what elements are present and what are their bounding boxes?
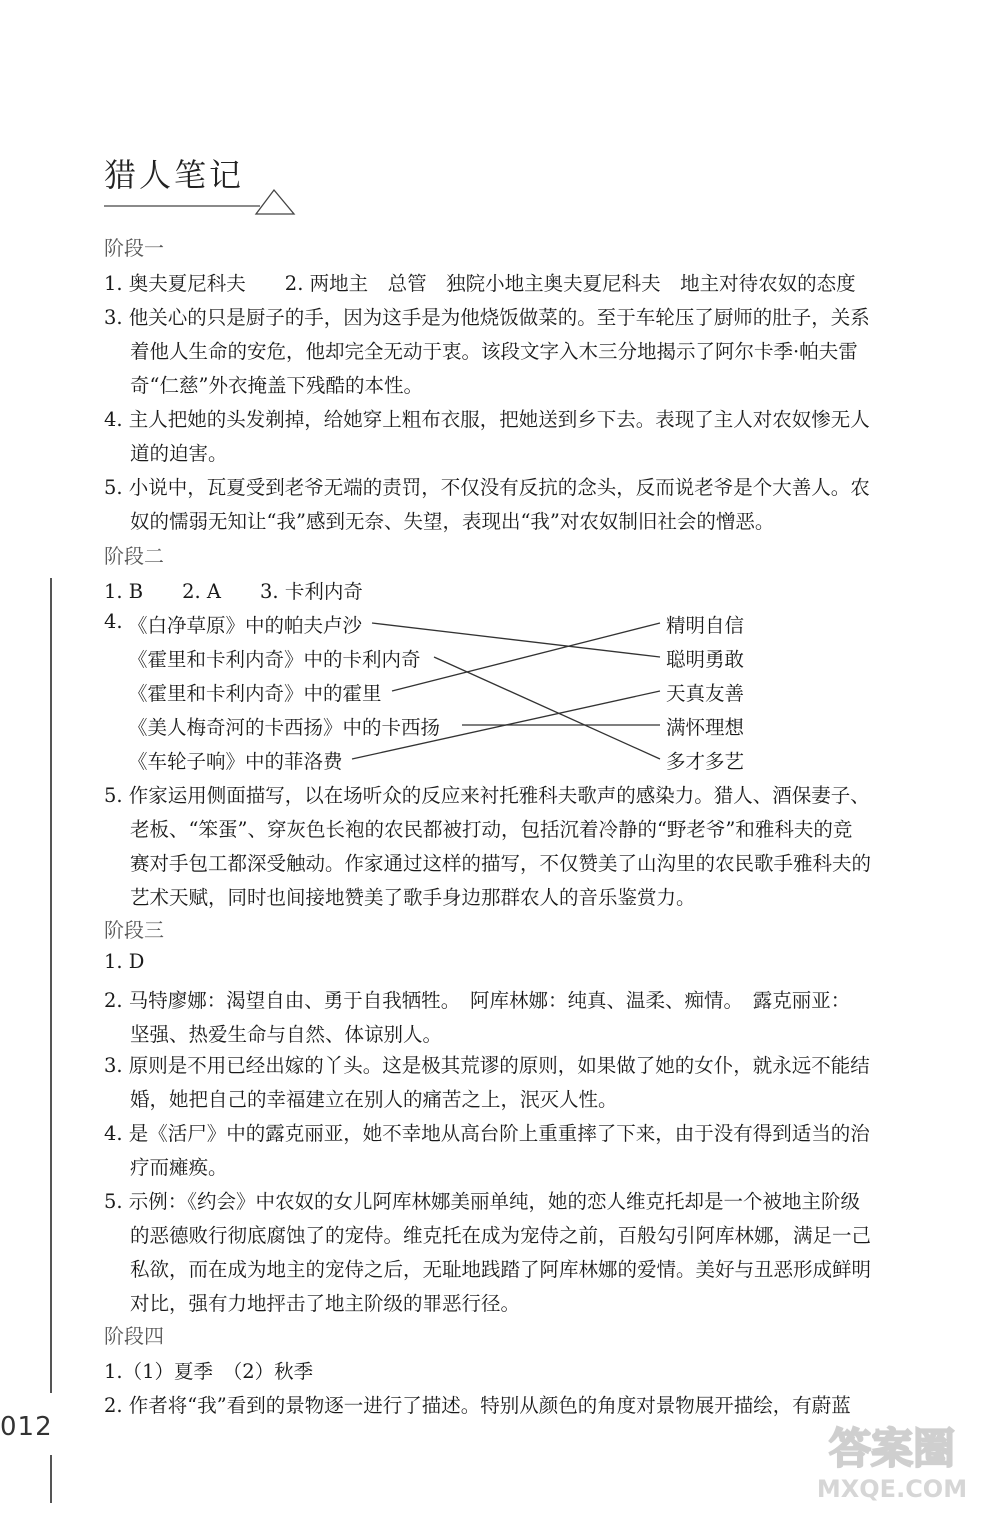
answer-line: 3. 他关心的只是厨子的手，因为这手是为他烧饭做菜的。至于车轮压了厨师的肚子，关系 (104, 306, 870, 329)
answer-line: 5. 示例：《约会》中农奴的女儿阿库林娜美丽单纯，她的恋人维克托却是一个被地主阶级 (104, 1190, 861, 1213)
match-left-item: 《美人梅奇河的卡西扬》中的卡西扬 (128, 716, 441, 739)
answer-line: 坚强、热爱生命与自然、体谅别人。 (130, 1023, 443, 1046)
match-question-number: 4. (104, 610, 123, 633)
answer-line: 艺术天赋，同时也间接地赞美了歌手身边那群农人的音乐鉴赏力。 (130, 886, 696, 909)
page-title: 猎人笔记 (104, 156, 245, 194)
answer-line: 疗而瘫痪。 (130, 1156, 228, 1179)
answer-line: 道的迫害。 (130, 442, 228, 465)
section-heading-stage-4: 阶段四 (104, 1324, 164, 1348)
answer-line: 3. 原则是不用已经出嫁的丫头。这是极其荒谬的原则，如果做了她的女仆，就永远不能结 (104, 1054, 870, 1077)
page-number: 012 (0, 1412, 53, 1442)
match-left-item: 《霍里和卡利内奇》中的霍里 (128, 682, 382, 705)
match-right-item: 天真友善 (666, 682, 745, 705)
answer-line: 2. 作者将“我”看到的景物逐一进行了描述。特别从颜色的角度对景物展开描绘，有蔚蓝 (104, 1394, 851, 1417)
watermark-logo (802, 1413, 982, 1503)
answer-line: 婚，她把自己的幸福建立在别人的痛苦之上，泯灭人性。 (130, 1088, 618, 1111)
answer-line: 2. 马特廖娜：渴望自由、勇于自我牺牲。 阿库林娜：纯真、温柔、痴情。 露克丽亚： (104, 989, 851, 1012)
answer-line: 1. B 2. A 3. 卡利内奇 (104, 580, 363, 603)
section-heading-stage-3: 阶段三 (104, 918, 164, 942)
answer-line: 4. 主人把她的头发剃掉，给她穿上粗布衣服，把她送到乡下去。表现了主人对农奴惨无人 (104, 408, 870, 431)
match-right-item: 多才多艺 (666, 750, 745, 773)
left-margin-rule (50, 1455, 52, 1503)
match-right-item: 精明自信 (666, 614, 745, 637)
section-heading-stage-1: 阶段一 (104, 236, 164, 260)
answer-line: 私欲，而在成为地主的宠侍之后，无耻地践踏了阿库林娜的爱情。美好与丑恶形成鲜明 (130, 1258, 872, 1281)
svg-text:答案圈: 答案圈 (828, 1424, 956, 1473)
match-left-item: 《霍里和卡利内奇》中的卡利内奇 (128, 648, 421, 671)
answer-line: 赛对手包工都深受触动。作家通过这样的描写，不仅赞美了山沟里的农民歌手雅科夫的 (130, 852, 872, 875)
answer-line: 1.（1）夏季 （2）秋季 (104, 1360, 314, 1383)
answer-line: 4. 是《活尸》中的露克丽亚，她不幸地从高台阶上重重摔了下来，由于没有得到适当的治 (104, 1122, 870, 1145)
answer-line: 的恶德败行彻底腐蚀了的宠侍。维克托在成为宠侍之前，百般勾引阿库林娜，满足一己 (130, 1224, 872, 1247)
answer-line: 5. 小说中，瓦夏受到老爷无端的责罚，不仅没有反抗的念头，反而说老爷是个大善人。农 (104, 476, 870, 499)
svg-text:MXQE.COM: MXQE.COM (816, 1475, 968, 1503)
answer-line: 5. 作家运用侧面描写，以在场听众的反应来衬托雅科夫歌声的感染力。猎人、酒保妻子、 (104, 784, 870, 807)
answer-line: 1. D (104, 950, 145, 973)
left-margin-rule (50, 578, 52, 1393)
answer-line: 奴的懦弱无知让“我”感到无奈、失望，表现出“我”对农奴制旧社会的憎恶。 (130, 510, 775, 533)
answer-line: 1. 奥夫夏尼科夫 2. 两地主 总管 独院小地主奥夫夏尼科夫 地主对待农奴的态度 (104, 272, 856, 295)
answer-line: 对比，强有力地抨击了地主阶级的罪恶行径。 (130, 1292, 521, 1315)
answer-line: 老板、“笨蛋”、穿灰色长袍的农民都被打动，包括沉着冷静的“野老爷”和雅科夫的竞 (130, 818, 853, 841)
section-heading-stage-2: 阶段二 (104, 544, 164, 568)
answer-line: 奇“仁慈”外衣掩盖下残酷的本性。 (130, 374, 423, 397)
answer-line: 着他人生命的安危，他却完全无动于衷。该段文字入木三分地揭示了阿尔卡季·帕夫雷 (130, 340, 858, 363)
match-right-item: 满怀理想 (666, 716, 745, 739)
match-left-item: 《车轮子响》中的菲洛费 (128, 750, 343, 773)
match-line-1 (372, 623, 660, 657)
match-right-item: 聪明勇敢 (666, 648, 745, 671)
match-left-item: 《白净草原》中的帕夫卢沙 (128, 614, 363, 637)
match-line-3 (392, 623, 660, 691)
